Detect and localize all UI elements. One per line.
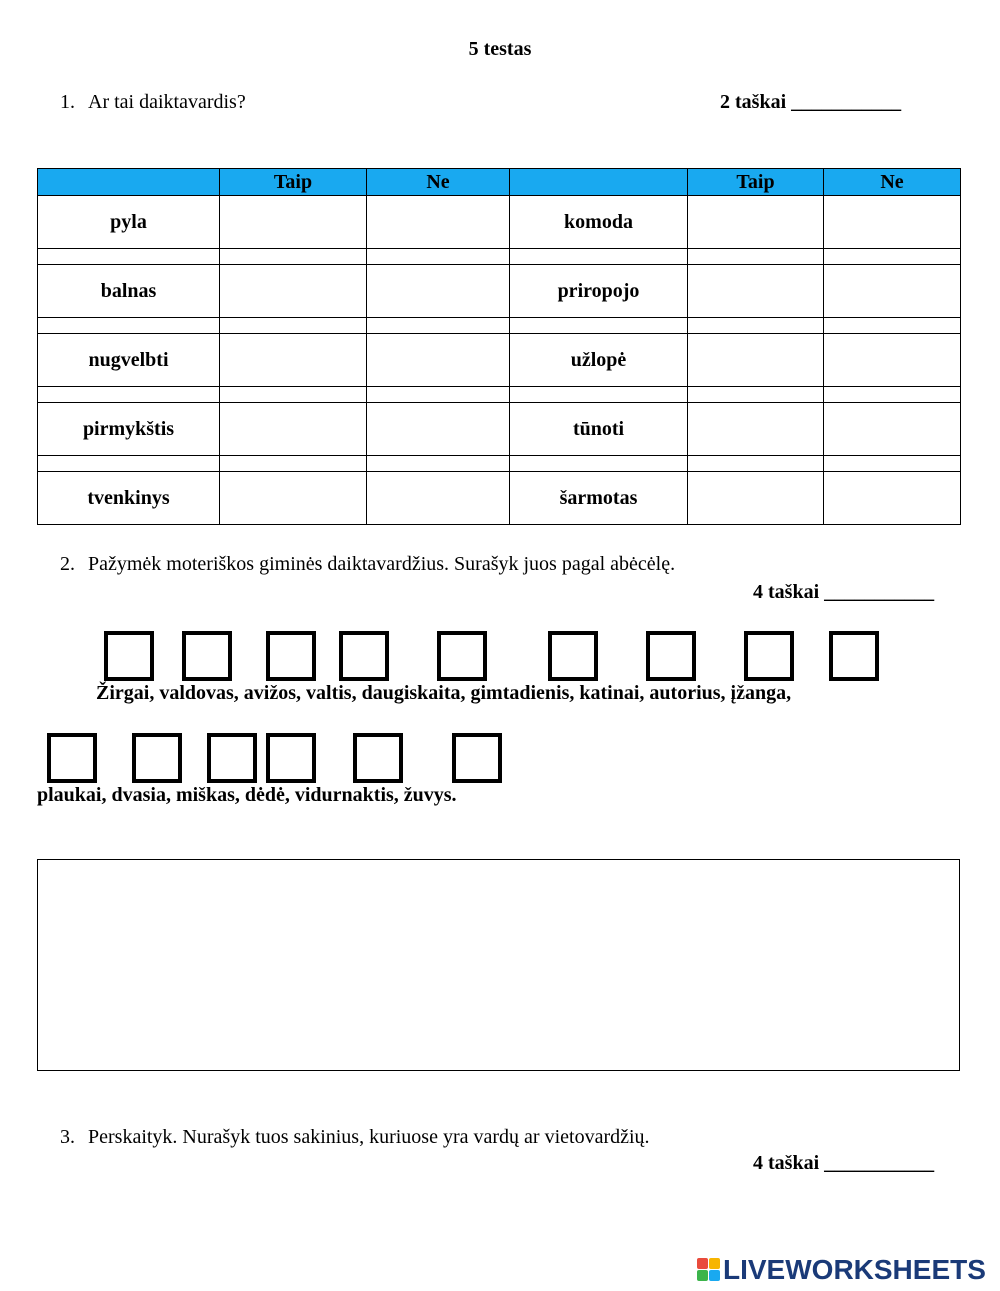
logo-icon [697,1258,721,1282]
answer-cell-taip[interactable] [688,403,824,456]
question-3-number: 3. [60,1126,75,1148]
answer-cell-taip[interactable] [688,472,824,525]
checkbox[interactable] [207,733,257,783]
word-list-line-1: Žirgai, valdovas, avižos, valtis, daugiskaita, gimtadienis, katinai, autorius, įžanga, [96,682,792,704]
question-3-points: 4 taškai ___________ [753,1152,935,1174]
word-cell: pyla [38,196,220,249]
question-1-text: Ar tai daiktavardis? [88,91,246,113]
question-3 [60,1126,650,1149]
answer-cell-taip[interactable] [688,196,824,249]
word-cell: priropojo [510,265,688,318]
header-cell-ne: Ne [367,169,510,196]
answer-cell-ne[interactable] [824,334,961,387]
question-2-text: Pažymėk moteriškos giminės daiktavardžius. Surašyk juos pagal abėcėlę. [88,553,676,575]
header-cell-taip: Taip [220,169,367,196]
answer-cell-ne[interactable] [367,472,510,525]
answer-cell-ne[interactable] [367,265,510,318]
checkbox[interactable] [47,733,97,783]
answer-cell-taip[interactable] [688,334,824,387]
word-cell: nugvelbti [38,334,220,387]
checkbox[interactable] [339,631,389,681]
table-spacer-row [38,387,961,403]
answer-cell-ne[interactable] [824,196,961,249]
header-cell-taip: Taip [688,169,824,196]
checkbox[interactable] [132,733,182,783]
checkbox[interactable] [744,631,794,681]
word-cell: komoda [510,196,688,249]
answer-cell-taip[interactable] [220,403,367,456]
checkbox[interactable] [437,631,487,681]
word-cell: užlopė [510,334,688,387]
answer-cell-taip[interactable] [220,334,367,387]
word-cell: tūnoti [510,403,688,456]
header-cell [510,169,688,196]
checkbox[interactable] [646,631,696,681]
table-row [38,196,961,249]
checkbox[interactable] [266,631,316,681]
checkbox[interactable] [266,733,316,783]
table-spacer-row [38,249,961,265]
question-2-points: 4 taškai ___________ [753,581,935,603]
logo-square [709,1270,720,1281]
answer-cell-taip[interactable] [688,265,824,318]
table-spacer-row [38,456,961,472]
answer-cell-ne[interactable] [367,334,510,387]
question-1-number: 1. [60,91,75,113]
answer-cell-taip[interactable] [220,472,367,525]
question-3-text: Perskaityk. Nurašyk tuos sakinius, kuriuose yra vardų ar vietovardžių. [88,1126,650,1148]
checkbox[interactable] [182,631,232,681]
page-title: 5 testas [468,38,532,60]
logo-square [709,1258,720,1269]
table-row [38,472,961,525]
checkbox[interactable] [104,631,154,681]
word-cell: šarmotas [510,472,688,525]
checkbox[interactable] [452,733,502,783]
table-header-row [38,169,961,196]
logo-square [697,1270,708,1281]
header-cell [38,169,220,196]
checkbox[interactable] [829,631,879,681]
answer-text-box[interactable] [37,859,960,1071]
answer-cell-ne[interactable] [824,403,961,456]
table-row [38,403,961,456]
word-cell: balnas [38,265,220,318]
answer-cell-taip[interactable] [220,196,367,249]
answer-cell-ne[interactable] [824,472,961,525]
noun-table [37,168,961,525]
answer-cell-ne[interactable] [367,196,510,249]
table-row [38,334,961,387]
answer-cell-taip[interactable] [220,265,367,318]
question-2-number: 2. [60,553,75,575]
logo-text: LIVEWORKSHEETS [723,1254,986,1285]
word-list-line-2: plaukai, dvasia, miškas, dėdė, vidurnaktis, žuvys. [37,784,457,806]
answer-cell-ne[interactable] [367,403,510,456]
word-cell: tvenkinys [38,472,220,525]
logo-square [697,1258,708,1269]
answer-cell-ne[interactable] [824,265,961,318]
table-spacer-row [38,318,961,334]
question-1 [60,91,246,114]
liveworksheets-logo [697,1254,997,1286]
header-cell-ne: Ne [824,169,961,196]
question-1-points: 2 taškai ___________ [720,91,902,113]
question-2 [60,553,675,576]
table-row [38,265,961,318]
word-cell: pirmykštis [38,403,220,456]
checkbox[interactable] [548,631,598,681]
checkbox[interactable] [353,733,403,783]
